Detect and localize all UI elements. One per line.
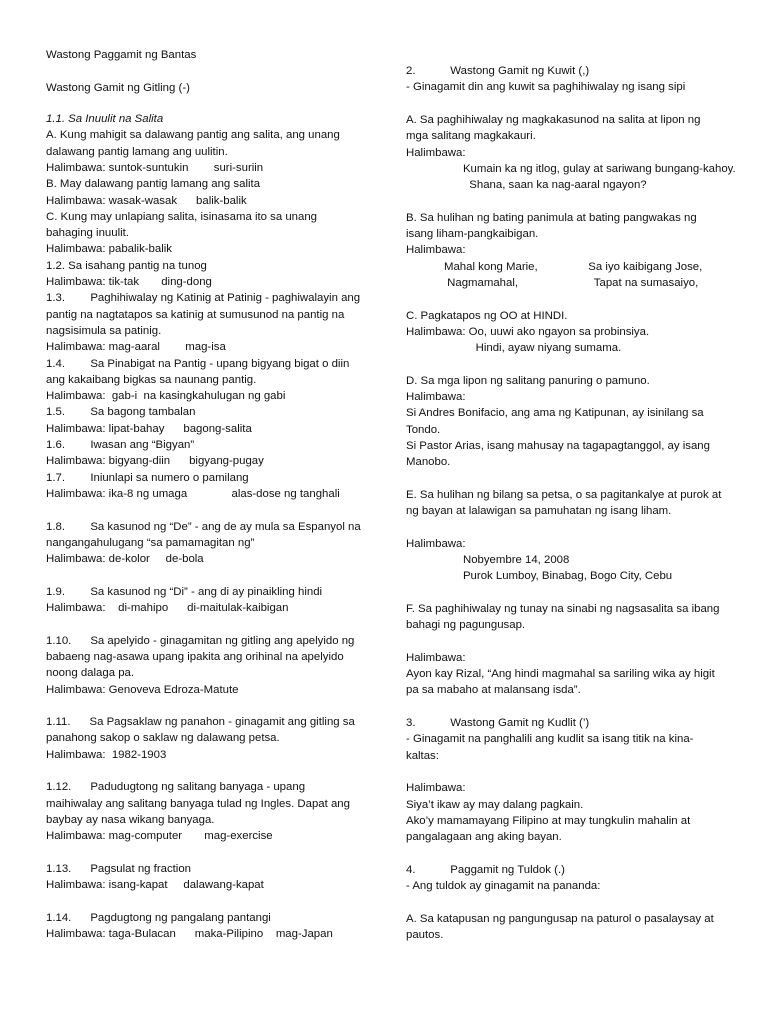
text-line: Shana, saan ka nag-aaral ngayon? bbox=[406, 179, 647, 192]
text-line: 1.2. Sa isahang pantig na tunog bbox=[46, 259, 207, 272]
text-line: - Ginagamit na panghalili ang kudlit sa isang titik na kina- bbox=[406, 733, 694, 746]
text-line: - Ginagamit din ang kuwit sa paghihiwalay ng isang sipi bbox=[406, 81, 686, 94]
text-line: Halimbawa: bbox=[406, 651, 466, 664]
text-line: Purok Lumboy, Binabag, Bogo City, Cebu bbox=[406, 570, 673, 583]
text-line: Tondo. bbox=[406, 423, 441, 436]
text-line: maihiwalay ang salitang banyaga tulad ng Ingles. Dapat ang bbox=[46, 797, 350, 810]
text-line: kaltas: bbox=[406, 749, 439, 762]
text-line: C. Pagkatapos ng OO at HINDI. bbox=[406, 309, 568, 322]
document-title: Wastong Paggamit ng Bantas bbox=[46, 49, 197, 61]
text-line: pangalagaan ang aking bayan. bbox=[406, 831, 562, 844]
text-line: Nagmamahal, Tapat na sumasaiyo, bbox=[406, 276, 699, 289]
text-line: Nobyembre 14, 2008 bbox=[406, 554, 570, 566]
text-line: A. Kung mahigit sa dalawang pantig ang salita, ang unang bbox=[46, 129, 340, 142]
text-line: Halimbawa: bbox=[406, 244, 466, 257]
text-line: Halimbawa: tik-tak ding-dong bbox=[46, 276, 212, 288]
text-line: Si Andres Bonifacio, ang ama ng Katipunan, ay isinilang sa bbox=[406, 407, 704, 420]
text-line: 1.10. Sa apelyido - ginagamitan ng gitling ang apelyido ng bbox=[46, 634, 355, 647]
text-line: Halimbawa: bbox=[406, 537, 466, 550]
text-line: 1.13. Pagsulat ng fraction bbox=[46, 862, 192, 875]
text-line: pautos. bbox=[406, 928, 444, 941]
text-line: Mahal kong Marie, Sa iyo kaibigang Jose, bbox=[406, 260, 703, 273]
text-line: babaeng nag-asawa upang ipakita ang orihinal na apelyido bbox=[46, 650, 344, 663]
text-line: Halimbawa: ika-8 ng umaga alas-dose ng tanghali bbox=[46, 487, 340, 500]
text-line: A. Sa paghihiwalay ng magkakasunod na salita at lipon ng bbox=[406, 113, 701, 126]
text-line: 1.6. Iwasan ang “Bigyan” bbox=[46, 439, 195, 451]
text-line: Halimbawa: mag-computer mag-exercise bbox=[46, 830, 273, 843]
text-line: Halimbawa: Oo, uuwi ako ngayon sa probinsiya. bbox=[406, 325, 650, 338]
text-line: Ayon kay Rizal, “Ang hindi magmahal sa sariling wika ay higit bbox=[406, 668, 715, 681]
text-line: baybay ay nasa wikang banyaga. bbox=[46, 813, 215, 826]
text-line: 2. Wastong Gamit ng Kuwit (,) bbox=[406, 65, 590, 77]
text-line: Ako’y mamamayang Filipino at may tungkulin mahalin at bbox=[406, 814, 691, 827]
text-line: Halimbawa: lipat-bahay bagong-salita bbox=[46, 422, 252, 435]
text-line: Halimbawa: Genoveva Edroza-Matute bbox=[46, 683, 239, 696]
text-line: F. Sa paghihiwalay ng tunay na sinabi ng nagsasalita sa ibang bbox=[406, 602, 720, 615]
text-line: 1.11. Sa Pagsaklaw ng panahon - ginagamit ang gitling sa bbox=[46, 716, 355, 729]
text-line: bahaging inuulit. bbox=[46, 227, 129, 240]
text-line: 1.5. Sa bagong tambalan bbox=[46, 406, 196, 419]
text-line: Halimbawa: de-kolor de-bola bbox=[46, 553, 204, 566]
text-line: 4. Paggamit ng Tuldok (.) bbox=[406, 863, 565, 876]
section-heading: Wastong Gamit ng Gitling (-) bbox=[46, 82, 190, 94]
text-line: Siya’t ikaw ay may dalang pagkain. bbox=[406, 798, 584, 811]
text-line: panahong sakop o saklaw ng dalawang petsa. bbox=[46, 732, 280, 745]
text-line: C. Kung may unlapiang salita, isinasama ito sa unang bbox=[46, 210, 318, 223]
text-line: pantig na nagtatapos sa katinig at sumusunod na pantig na bbox=[46, 308, 345, 321]
text-line: nagsisimula sa patinig. bbox=[46, 324, 162, 337]
text-line: Halimbawa: pabalik-balik bbox=[46, 243, 172, 256]
text-line: B. Sa hulihan ng bating panimula at bating pangwakas ng bbox=[406, 211, 697, 224]
text-line: Halimbawa: gab-i na kasingkahulugan ng gabi bbox=[46, 390, 286, 403]
text-line: isang liham-pangkaibigan. bbox=[406, 228, 539, 240]
text-line: Hindi, ayaw niyang sumama. bbox=[406, 342, 622, 355]
text-line: 1.14. Pagdugtong ng pangalang pantangi bbox=[46, 911, 271, 924]
text-line: Halimbawa: 1982-1903 bbox=[46, 748, 167, 761]
text-line: 1.8. Sa kasunod ng “De” - ang de ay mula sa Espanyol na bbox=[46, 520, 361, 533]
text-line: Halimbawa: bbox=[406, 782, 466, 795]
text-line: bahagi ng pagungusap. bbox=[406, 619, 526, 632]
text-line: Halimbawa: suntok-suntukin suri-suriin bbox=[46, 161, 264, 174]
text-line: A. Sa katapusan ng pangungusap na paturol o pasalaysay at bbox=[406, 912, 714, 925]
text-line: dalawang pantig lamang ang uulitin. bbox=[46, 145, 228, 158]
text-line: ng bayan at lalawigan sa pamuhatan ng isang liham. bbox=[406, 505, 672, 518]
text-line: 1.9. Sa kasunod ng “Di” - ang di ay pinaikling hindi bbox=[46, 585, 323, 598]
text-line: mga salitang magkakauri. bbox=[406, 130, 536, 143]
text-line: 1.4. Sa Pinabigat na Pantig - upang bigyang bigat o diin bbox=[46, 357, 350, 370]
text-line: E. Sa hulihan ng bilang sa petsa, o sa pagitankalye at purok at bbox=[406, 488, 722, 501]
text-line: Halimbawa: bbox=[406, 391, 466, 403]
text-line: B. May dalawang pantig lamang ang salita bbox=[46, 178, 261, 191]
text-line: Halimbawa: di-mahipo di-maitulak-kaibigan bbox=[46, 602, 289, 614]
text-line: nangangahulugang “sa pamamagitan ng” bbox=[46, 536, 255, 549]
text-line: Manobo. bbox=[406, 456, 451, 469]
text-line: Halimbawa: wasak-wasak balik-balik bbox=[46, 194, 247, 207]
text-line: Si Pastor Arias, isang mahusay na tagapagtanggol, ay isang bbox=[406, 439, 710, 452]
text-line: 1.12. Padudugtong ng salitang banyaga - upang bbox=[46, 781, 306, 794]
sub-heading: 1.1. Sa Inuulit na Salita bbox=[46, 113, 164, 125]
text-line: Halimbawa: mag-aaral mag-isa bbox=[46, 341, 226, 354]
text-line: noong dalaga pa. bbox=[46, 667, 135, 680]
text-line: ang kakaibang bigkas sa naunang pantig. bbox=[46, 373, 257, 386]
text-line: 1.7. Iniunlapi sa numero o pamilang bbox=[46, 471, 249, 484]
text-line: Halimbawa: taga-Bulacan maka-Pilipino mag-Japan bbox=[46, 928, 333, 940]
text-line: - Ang tuldok ay ginagamit na pananda: bbox=[406, 880, 601, 892]
text-line: pa sa mabaho at malansang isda”. bbox=[406, 684, 581, 697]
text-line: 1.3. Paghihiwalay ng Katinig at Patinig - paghiwalayin ang bbox=[46, 292, 361, 305]
text-line: 3. Wastong Gamit ng Kudlit (’) bbox=[406, 717, 590, 729]
text-line: Kumain ka ng itlog, gulay at sariwang bungang-kahoy. bbox=[406, 162, 736, 175]
text-line: D. Sa mga lipon ng salitang panuring o pamuno. bbox=[406, 374, 650, 387]
text-line: Halimbawa: isang-kapat dalawang-kapat bbox=[46, 879, 264, 892]
text-line: Halimbawa: bbox=[406, 146, 466, 159]
text-line: Halimbawa: bigyang-diin bigyang-pugay bbox=[46, 455, 264, 468]
